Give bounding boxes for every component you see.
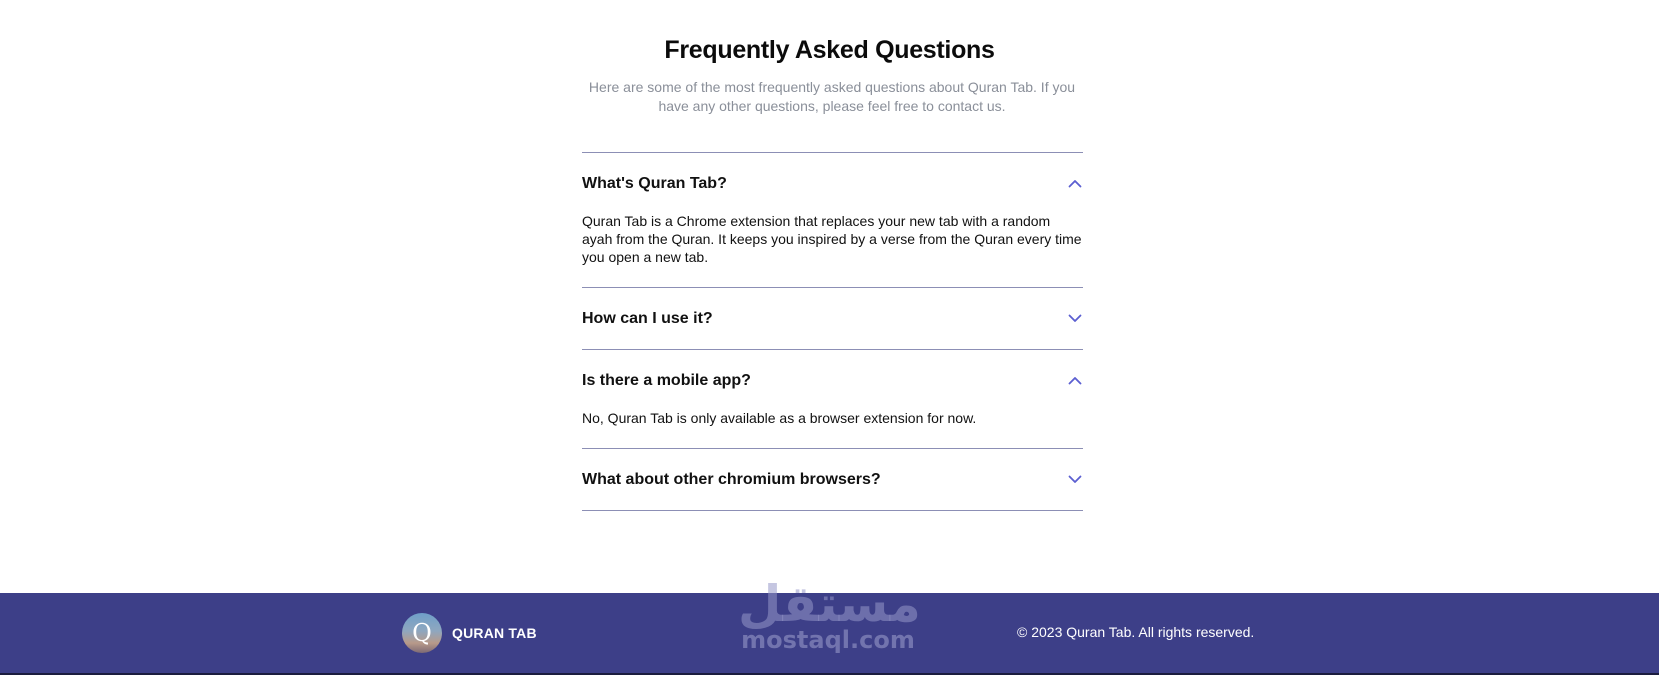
faq-answer: No, Quran Tab is only available as a browser extension for now. (582, 410, 977, 426)
faq-question-text: Is there a mobile app? (582, 371, 751, 389)
footer-copyright: © 2023 Quran Tab. All rights reserved. (1017, 624, 1255, 640)
chevron-up-icon[interactable] (1067, 176, 1083, 192)
watermark-latin-text: mostaql.com (741, 626, 915, 654)
faq-item-how-to-use (582, 288, 1083, 350)
watermark-arabic-text: مستقل (738, 575, 921, 633)
faq-question-toggle[interactable] (582, 449, 1083, 510)
footer (0, 575, 1659, 675)
faq-title: Frequently Asked Questions (664, 36, 995, 64)
footer-brand-link[interactable] (402, 613, 537, 653)
faq-question-toggle[interactable] (582, 153, 1083, 214)
faq-question-text: What's Quran Tab? (582, 174, 727, 192)
quran-tab-logo-icon: Q (402, 613, 442, 653)
faq-item-other-browsers (582, 449, 1083, 511)
faq-item-what-is-quran-tab (582, 153, 1083, 288)
faq-answer: Quran Tab is a Chrome extension that replaces your new tab with a random ayah from the Quran. It keeps you inspired by a verse from the Quran every time you open a new tab. (582, 213, 1082, 265)
chevron-down-icon[interactable] (1067, 311, 1083, 327)
faq-question-text: How can I use it? (582, 309, 713, 327)
faq-question-toggle[interactable] (582, 288, 1083, 349)
faq-list (582, 152, 1083, 511)
faq-question-text: What about other chromium browsers? (582, 470, 881, 488)
faq-question-toggle[interactable] (582, 350, 1083, 411)
chevron-down-icon[interactable] (1067, 472, 1083, 488)
chevron-up-icon[interactable] (1067, 373, 1083, 389)
footer-brand-name: QURAN TAB (452, 625, 537, 641)
faq-subtitle: Here are some of the most frequently asked questions about Quran Tab. If you have any other questions, please feel free to contact us. (588, 79, 1076, 114)
faq-item-mobile-app (582, 350, 1083, 449)
